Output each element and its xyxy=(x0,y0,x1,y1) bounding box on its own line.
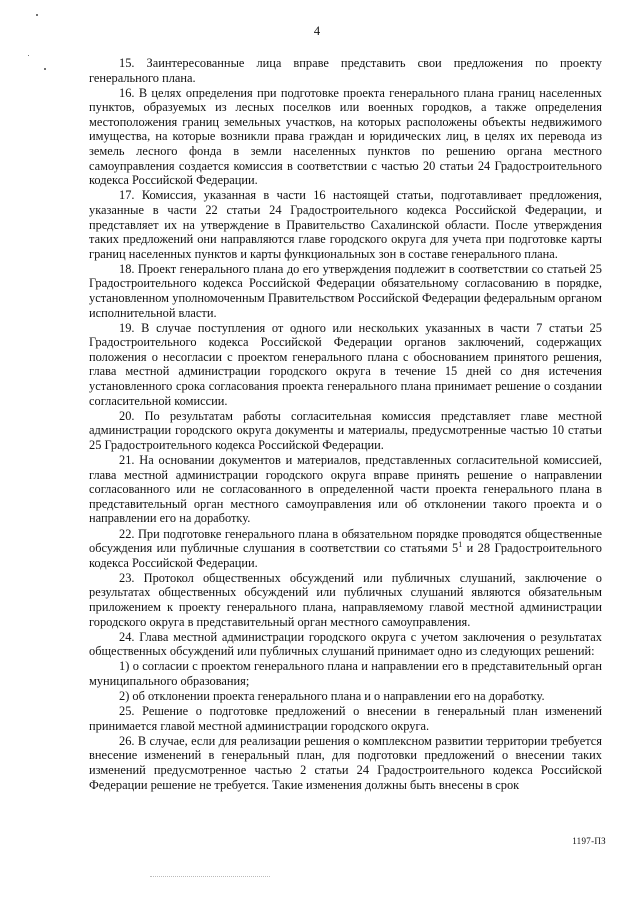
scan-speck xyxy=(36,14,38,16)
paragraph-19: 19. В случае поступления от одного или нескольких указанных в части 7 статьи 25 Градостроительного кодекса Российской Федерации органов заключений, содержащих положения о несогласии с проектом генерального плана с обоснованием принятого решения, глава местной администрации городского округа в течение 15 дней со дня истечения установленного срока согласования проекта генерального плана принимает решение о создании согласительной комиссии. xyxy=(89,320,602,408)
paragraph-18: 18. Проект генерального плана до его утверждения подлежит в соответствии со статьей 25 Градостроительного кодекса Российской Федерации обязательному согласованию в порядке, установленном уполномоченным Правительством Российской Федерации федеральным органом исполнительной власти. xyxy=(89,261,602,320)
paragraph-22-tail: и 28 Градостроительного кодекса Российской Федерации. xyxy=(89,541,602,570)
paragraph-25: 25. Решение о подготовке предложений о внесении в генеральный план изменений принимается главой местной администрации городского округа. xyxy=(89,704,602,733)
paragraph-15: 15. Заинтересованные лица вправе представить свои предложения по проекту генерального плана. xyxy=(89,56,602,85)
scan-speck xyxy=(44,68,46,70)
paragraph-22 xyxy=(89,527,602,571)
paragraph-17: 17. Комиссия, указанная в части 16 настоящей статьи, подготавливает предложения, указанные в части 22 статьи 24 Градостроительного кодекса Российской Федерации, и представляет их на утверждение в Правительство Сахалинской области. После утверждения таких предложений они направляются главе городского округа для учета при подготовке карты границ населенных пунктов и карты функциональных зон в составе генерального плана. xyxy=(89,188,602,261)
list-item-2: 2) об отклонении проекта генерального плана и о направлении его на доработку. xyxy=(119,689,545,704)
paragraph-21: 21. На основании документов и материалов, представленных согласительной комиссией, глава местной администрации городского округа вправе принять решение о направлении согласованного или не согласованного в определенной части проекта генерального плана в представительный орган местного самоуправления или об отклонении такого проекта и о направлении его на доработку. xyxy=(89,453,602,526)
superscript-marker: 1 xyxy=(458,539,463,549)
paragraph-26: 26. В случае, если для реализации решения о комплексном развитии территории требуется внесение изменений в генеральный план, для подготовки предложений о внесении таких изменений предусмотренное частью 2 статьи 24 Градостроительного кодекса Российской Федерации решение не требуется. Такие изменения должны быть внесены в срок xyxy=(89,733,602,792)
paragraph-23: 23. Протокол общественных обсуждений или публичных слушаний, заключение о результатах общественных обсуждений или публичных слушаний являются обязательным приложением к проекту генерального плана, направляемому главой местной администрации городского округа в представительный орган местного самоуправления. xyxy=(89,570,602,629)
paragraph-20: 20. По результатам работы согласительная комиссия представляет главе местной администрации городского округа документы и материалы, предусмотренные частью 10 статьи 25 Градостроительного кодекса Российской Федерации. xyxy=(89,408,602,452)
document-code: 1197-ПЗ xyxy=(572,836,606,846)
list-item-1: 1) о согласии с проектом генерального плана и направлении его в представительный орган муниципального образования; xyxy=(89,659,602,688)
paragraph-24: 24. Глава местной администрации городского округа с учетом заключения о результатах общественных обсуждений или публичных слушаний принимает одно из следующих решений: xyxy=(89,629,602,659)
scan-line xyxy=(150,876,270,877)
scan-speck xyxy=(28,55,29,56)
paragraph-22-text: 22. При подготовке генерального плана в обязательном порядке проводятся общественные обсуждения или публичные слушания в соответствии со статьями 5 xyxy=(89,526,602,556)
paragraph-16: 16. В целях определения при подготовке проекта генерального плана границ населенных пунктов, образуемых из лесных поселков или военных городков, а также определения местоположения границ земельных участков, на которых расположены объекты недвижимого имущества, на которые возникли права граждан и юридических лиц, в целях их перевода из земель лесного фонда в земли населенных пунктов по решению органа местного самоуправления создается комиссия в соответствии с частью 20 статьи 24 Градостроительного кодекса Российской Федерации. xyxy=(89,85,602,188)
document-body xyxy=(89,56,602,793)
page-number: 4 xyxy=(313,24,321,38)
